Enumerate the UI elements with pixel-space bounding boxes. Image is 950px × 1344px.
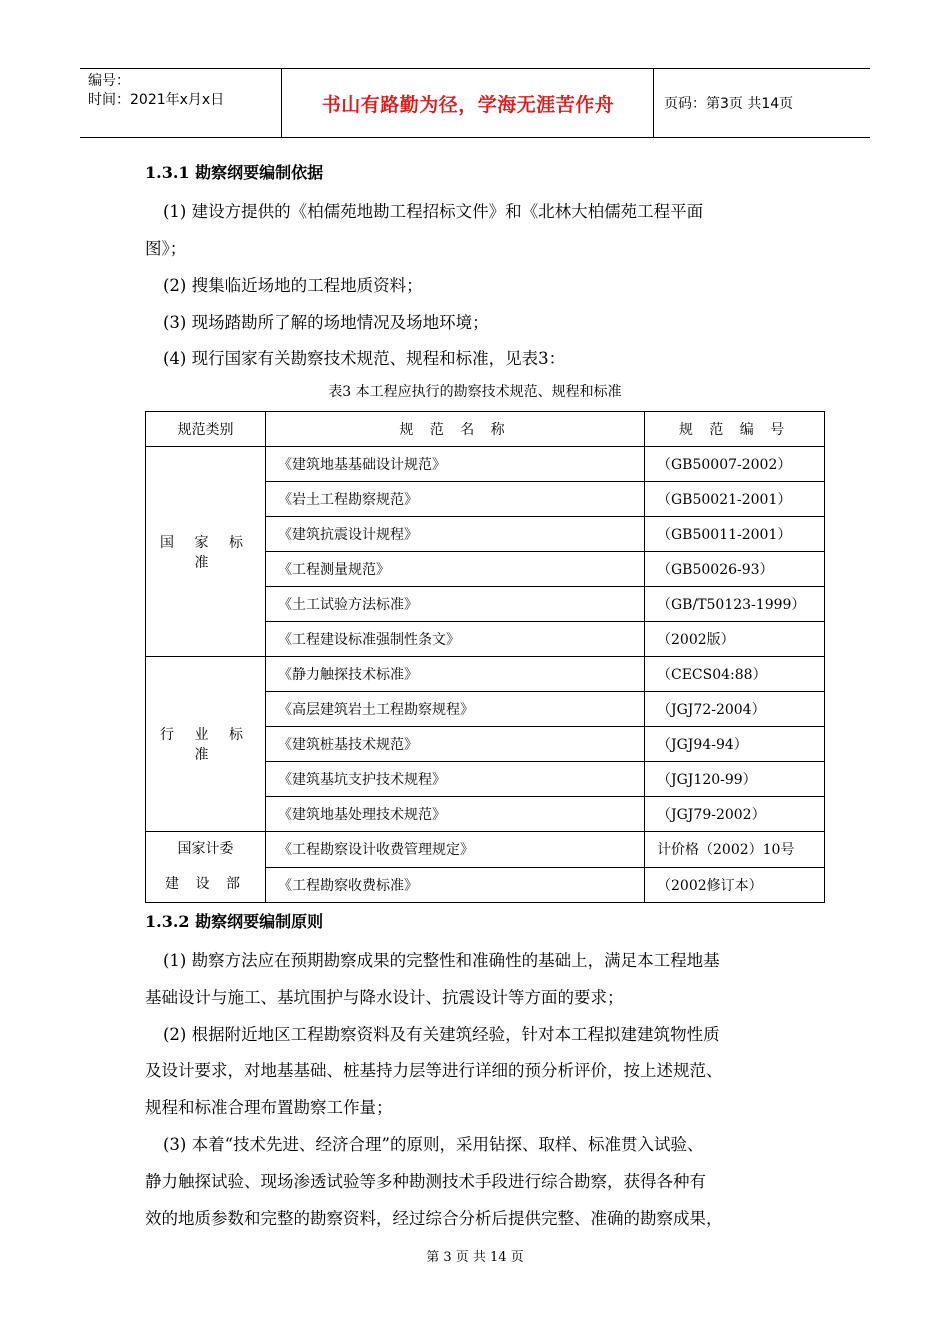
header-page-code: 页码：第3页 共14页 [664, 96, 794, 112]
standard-name: 《土工试验方法标准》 [266, 587, 645, 622]
section-heading-2: 1.3.2 勘察纲要编制原则 [145, 912, 324, 931]
standard-code: 计价格（2002）10号 [645, 832, 825, 868]
paragraph-line: (2) 根据附近地区工程勘察资料及有关建筑经验，针对本工程拟建建筑物性质 [163, 1025, 720, 1044]
category-cell-national: 国 家 标 准 [146, 447, 266, 657]
standard-name: 《建筑桩基技术规范》 [266, 727, 645, 762]
paragraph-line: (1) 勘察方法应在预期勘察成果的完整性和准确性的基础上，满足本工程地基 [163, 951, 720, 970]
standard-code: （JGJ94-94） [645, 727, 825, 762]
table-header-row [146, 412, 825, 447]
paragraph-line: (1) 建设方提供的《柏儒苑地勘工程招标文件》和《北林大柏儒苑工程平面 [163, 202, 704, 221]
header-motto: 书山有路勤为径，学海无涯苦作舟 [283, 69, 654, 137]
standard-name: 《工程勘察设计收费管理规定》 [266, 832, 645, 868]
standard-code: （GB/T50123-1999） [645, 587, 825, 622]
table-row [146, 832, 825, 868]
standard-code: （GB50021-2001） [645, 482, 825, 517]
standard-code: （JGJ79-2002） [645, 797, 825, 832]
category-line: 国家计委 [177, 841, 234, 857]
paragraph-line: 静力触探试验、现场渗透试验等多种勘测技术手段进行综合勘察，获得各种有 [145, 1172, 706, 1191]
standard-name: 《工程勘察收费标准》 [266, 867, 645, 903]
paragraph-line: 图》； [145, 239, 187, 258]
standard-name: 《建筑基坑支护技术规程》 [266, 762, 645, 797]
standard-code: （GB50007-2002） [645, 447, 825, 482]
standard-name: 《工程测量规范》 [266, 552, 645, 587]
paragraph-line: 基础设计与施工、基坑围护与降水设计、抗震设计等方面的要求； [145, 988, 624, 1007]
standard-name: 《建筑地基处理技术规范》 [266, 797, 645, 832]
page-footer: 第 3 页 共 14 页 [426, 1250, 524, 1265]
table-caption: 表3 本工程应执行的勘察技术规范、规程和标准 [328, 384, 622, 400]
header-cell-code: 规 范 编 号 [645, 412, 825, 447]
paragraph-line: 规程和标准合理布置勘察工作量； [145, 1098, 393, 1117]
standard-code: （2002版） [645, 622, 825, 657]
standard-code: （2002修订本） [645, 867, 825, 903]
category-line: 建 设 部 [165, 876, 246, 892]
standard-name: 《高层建筑岩土工程勘察规程》 [266, 692, 645, 727]
standard-name: 《工程建设标准强制性条文》 [266, 622, 645, 657]
section-heading-1: 1.3.1 勘察纲要编制依据 [145, 163, 324, 182]
standard-code: （GB50026-93） [645, 552, 825, 587]
category-cell-industry: 行 业 标 准 [146, 657, 266, 832]
paragraph-line: 效的地质参数和完整的勘察资料，经过综合分析后提供完整、准确的勘察成果， [145, 1209, 723, 1228]
standard-name: 《静力触探技术标准》 [266, 657, 645, 692]
header-cell-category: 规范类别 [146, 412, 266, 447]
header-cell-name: 规 范 名 称 [266, 412, 645, 447]
header-meta [80, 69, 282, 137]
paragraph-line: (4) 现行国家有关勘察技术规范、规程和标准，见表3： [163, 349, 566, 368]
standard-code: （GB50011-2001） [645, 517, 825, 552]
standard-code: （JGJ120-99） [645, 762, 825, 797]
standard-name: 《建筑地基基础设计规范》 [266, 447, 645, 482]
paragraph-line: 及设计要求，对地基基础、桩基持力层等进行详细的预分析评价，按上述规范、 [145, 1061, 723, 1080]
table-row [146, 657, 825, 692]
paragraph-line: (3) 现场踏勘所了解的场地情况及场地环境； [163, 313, 489, 332]
standard-code: （CECS04:88） [645, 657, 825, 692]
table-row [146, 447, 825, 482]
doc-date-label: 时间：2021年x月x日 [88, 92, 225, 108]
paragraph-line: (2) 搜集临近场地的工程地质资料； [163, 276, 423, 295]
page-header [80, 68, 870, 138]
standard-code: （JGJ72-2004） [645, 692, 825, 727]
doc-number-label: 编号： [88, 73, 130, 89]
standard-name: 《岩土工程勘察规范》 [266, 482, 645, 517]
category-cell-ministry [146, 832, 266, 903]
paragraph-line: (3) 本着“技术先进、经济合理”的原则，采用钻探、取样、标准贯入试验、 [163, 1135, 704, 1154]
standards-table [145, 411, 825, 903]
standard-name: 《建筑抗震设计规程》 [266, 517, 645, 552]
